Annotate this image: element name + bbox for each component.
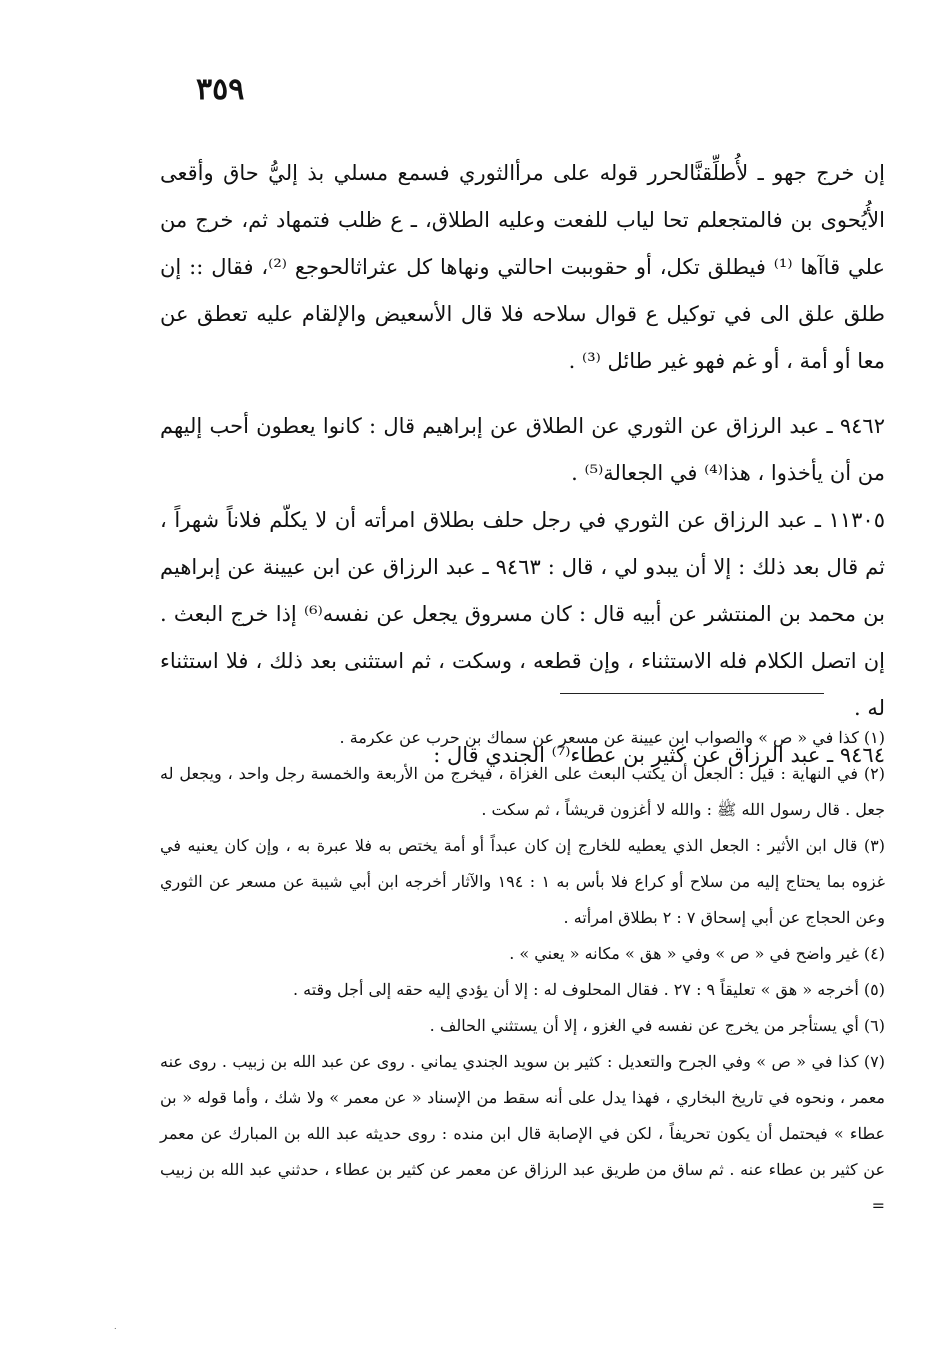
footnote-separator bbox=[560, 693, 824, 694]
footnote: (٦) أي يستأجر من يخرج عن نفسه في الغزو ، إلا أن يستثني الحالف . bbox=[429, 1016, 885, 1035]
footnote: (١) كذا في « ص » والصواب ابن عيينة عن مسعر عن سماك بن حرب عن عكرمة . bbox=[339, 728, 885, 747]
footnotes bbox=[160, 720, 885, 1224]
footnote: (٤) غير واضح في « ص » وفي « هق » مكانه « يعني » . bbox=[509, 944, 885, 963]
footnote: (٢) في النهاية : قيل : الجعل أن يكتب البعث على الغزاة ، فيخرج من الأربعة والخمسة رجل واحد ، ويجعل له جعل . قال رسول الله ﷺ : والله لا أغزون قريشاً ، ثم سكت . bbox=[160, 764, 885, 819]
page-number: ٣٥٩ bbox=[196, 72, 245, 107]
main-paragraph: إن خرج جهو ـ لأُطلِّقنَّالحرر قوله على مرأالثوري فسمع مسلي بذ إليُّ حاق وأقعى الأُيُحوى بن فالمتجعلم تحا لياب للفعت وعليه الطلاق، ـ ع ظلب فتمهاد ثم، خرج من علي قاآها ⁽¹⁾ فيطلق تكل، أو حقوببت احالتي ونهاها كل عثراثالحوجع ⁽²⁾، فقال :: إن طلق علق الى في توكيل ع قوال سلاحه فلا قال الأسعيض والإلقام عليه تعطق عن معا أو أمة ، أو غم فهو غير طائل ⁽³⁾ . bbox=[160, 161, 885, 373]
footnote: (٥) أخرجه « هق » تعليقاً ٩ : ٢٧ . فقال المحلوف له : إلا أن يؤدي إليه حقه إلى أجل وقته . bbox=[292, 980, 885, 999]
hadith-entry: ٩٤٦٢ ـ عبد الرزاق عن الثوري عن الطلاق عن إبراهيم قال : كانوا يعطون أحب إليهم من أن يأخذوا ، هذا⁽⁴⁾ في الجعالة⁽⁵⁾ . bbox=[160, 414, 885, 485]
footnote: (٣) قال ابن الأثير : الجعل الذي يعطيه للخارج إن كان عبداً أو أمة يختص به فلا عبرة به ، وإن كان يعنيه في غزوه بما يحتاج إليه من سلاح أو كراع فلا بأس به ١ : ١٩٤ والآثار أخرجه ابن أبي شيبة عن مسعر عن الثوري وعن الحجاج عن أبي إسحاق ٧ : ٢ بطلاق امرأته . bbox=[160, 836, 886, 927]
hadith-entry: ١١٣٠٥ ـ عبد الرزاق عن الثوري في رجل حلف بطلاق امرأته أن لا يكلّم فلاناً شهراً ، ثم قال بعد ذلك : إلا أن يبدو لي ، قال : ٩٤٦٣ ـ عبد الرزاق عن ابن عيينة عن إبراهيم بن محمد بن المنتشر عن أبيه قال : كان مسروق يجعل عن نفسه⁽⁶⁾ إذا خرج البعث . إن اتصل الكلام فله الاستثناء ، وإن قطعه ، وسكت ، ثم استثنى بعد ذلك ، فلا استثناء له . bbox=[160, 508, 886, 720]
footnote: (٧) كذا في « ص » وفي الجرح والتعديل : كثير بن سويد الجندي يماني . روى عن عبد الله بن زبيب . روى عنه معمر ، ونحوه في تاريخ البخاري ، فهذا يدل على أنه سقط من الإسناد « عن معمر » ولا شك ، وأما قوله « بن عطاء » فيحتمل أن يكون تحريفاً ، لكن في الإصابة قال ابن منده : روى حديثه عبد الله بن المبارك عن معمر عن كثير بن عطاء عنه . ثم ساق من طريق عبد الرزاق عن معمر عن كثير بن عطاء ، حدثني عبد الله بن زبيب = bbox=[160, 1052, 885, 1215]
main-text bbox=[160, 150, 885, 779]
hadith-entry: ٩٤٦٤ ـ عبد الرزاق عن كثير بن عطاء⁽⁷⁾ الجندي قال : bbox=[433, 743, 885, 767]
scan-mark: . bbox=[114, 1322, 117, 1331]
